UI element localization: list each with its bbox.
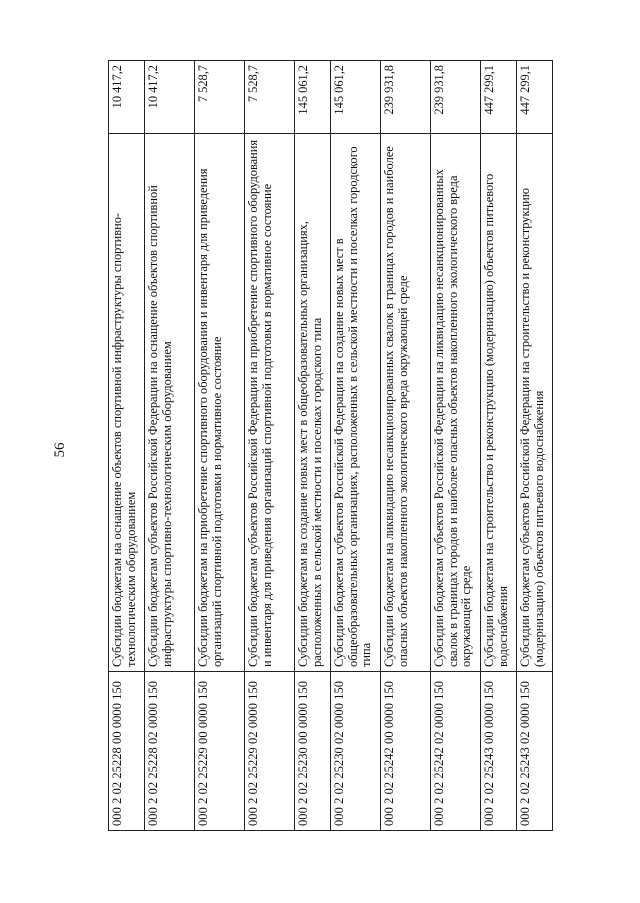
table-row — [245, 61, 295, 831]
income-name-cell: Субсидии бюджетам субъектов Российской Федерации на приобретение спортивного оборудования и инвентаря для приведения организаций спортивной подготовки в нормативное состояние — [245, 134, 295, 672]
amount-cell: 239 931,8 — [431, 61, 481, 134]
amount-cell: 447 299,1 — [517, 61, 553, 134]
income-name-cell: Субсидии бюджетам на оснащение объектов спортивной инфраструктуры спортивно-технологическим оборудованием — [109, 134, 145, 672]
table-row — [481, 61, 517, 831]
table-row — [331, 61, 381, 831]
rotated-table-frame — [108, 60, 553, 831]
amount-cell: 10 417,2 — [145, 61, 195, 134]
budget-code-cell: 000 2 02 25243 00 0000 150 — [481, 672, 517, 831]
income-name-cell: Субсидии бюджетам субъектов Российской Федерации на ликвидацию несанкционированных свалок в границах городов и наиболее опасных объектов накопленного экологического вреда окружающей среде — [431, 134, 481, 672]
budget-code-cell: 000 2 02 25230 00 0000 150 — [295, 672, 331, 831]
income-name-cell: Субсидии бюджетам на создание новых мест в общеобразовательных организациях, расположенных в сельской местности и поселках городского типа — [295, 134, 331, 672]
amount-cell: 447 299,1 — [481, 61, 517, 134]
income-name-cell: Субсидии бюджетам на строительство и реконструкцию (модернизацию) объектов питьевого водоснабжения — [481, 134, 517, 672]
table-row — [195, 61, 245, 831]
budget-table-container — [108, 60, 606, 831]
table-row — [109, 61, 145, 831]
budget-code-cell: 000 2 02 25230 02 0000 150 — [331, 672, 381, 831]
income-name-cell: Субсидии бюджетам на ликвидацию несанкционированных свалок в границах городов и наиболее опасных объектов накопленного экологического вреда окружающей среде — [381, 134, 431, 672]
income-name-cell: Субсидии бюджетам на приобретение спортивного оборудования и инвентаря для приведения организаций спортивной подготовки в нормативное состояние — [195, 134, 245, 672]
budget-table — [108, 60, 553, 831]
amount-cell: 239 931,8 — [381, 61, 431, 134]
income-name-cell: Субсидии бюджетам субъектов Российской Федерации на строительство и реконструкцию (модернизацию) объектов питьевого водоснабжения — [517, 134, 553, 672]
table-row — [517, 61, 553, 831]
amount-cell: 145 061,2 — [295, 61, 331, 134]
amount-cell: 7 528,7 — [195, 61, 245, 134]
amount-cell: 7 528,7 — [245, 61, 295, 134]
income-name-cell: Субсидии бюджетам субъектов Российской Федерации на создание новых мест в общеобразовательных организациях, расположенных в сельской местности и поселках городского типа — [331, 134, 381, 672]
budget-code-cell: 000 2 02 25228 02 0000 150 — [145, 672, 195, 831]
table-row — [145, 61, 195, 831]
budget-code-cell: 000 2 02 25242 00 0000 150 — [381, 672, 431, 831]
income-name-cell: Субсидии бюджетам субъектов Российской Федерации на оснащение объектов спортивной инфраструктуры спортивно-технологическим оборудованием — [145, 134, 195, 672]
budget-code-cell: 000 2 02 25243 02 0000 150 — [517, 672, 553, 831]
budget-code-cell: 000 2 02 25242 02 0000 150 — [431, 672, 481, 831]
budget-code-cell: 000 2 02 25229 00 0000 150 — [195, 672, 245, 831]
table-row — [295, 61, 331, 831]
table-row — [431, 61, 481, 831]
table-row — [381, 61, 431, 831]
amount-cell: 10 417,2 — [109, 61, 145, 134]
amount-cell: 145 061,2 — [331, 61, 381, 134]
budget-code-cell: 000 2 02 25228 00 0000 150 — [109, 672, 145, 831]
budget-code-cell: 000 2 02 25229 02 0000 150 — [245, 672, 295, 831]
page-number: 56 — [52, 442, 68, 458]
